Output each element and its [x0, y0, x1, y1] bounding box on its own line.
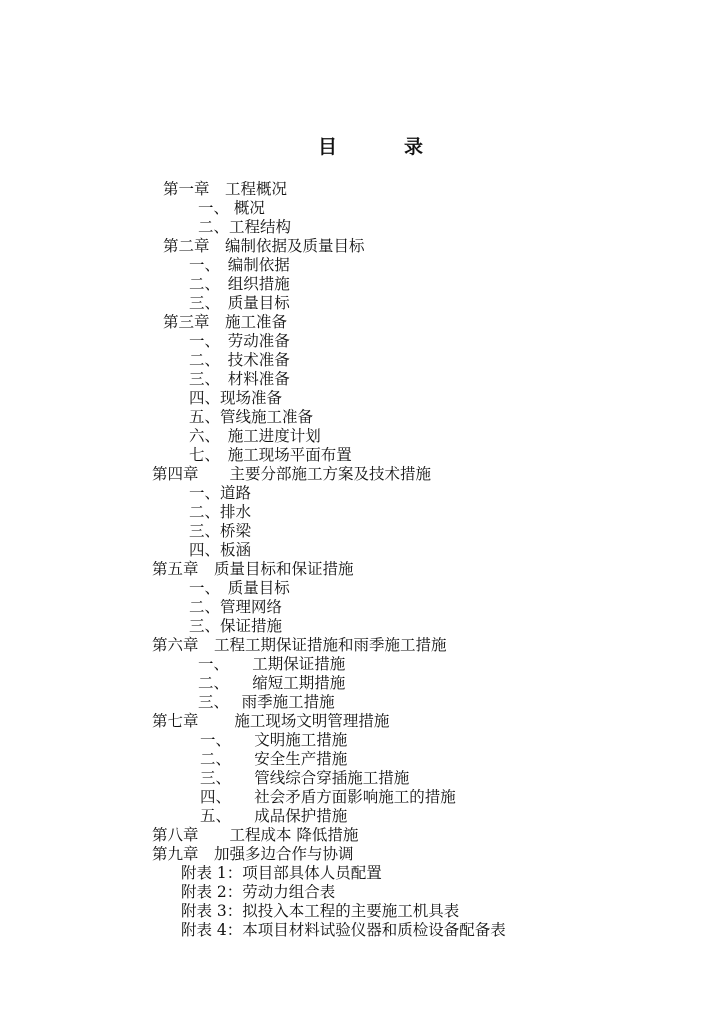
toc-appendix: 附表 2：劳动力组合表 [181, 883, 336, 901]
toc-section: 四、 社会矛盾方面影响施工的措施 [200, 788, 456, 806]
toc-appendix: 附表 1：项目部具体人员配置 [181, 864, 382, 882]
toc-chapter-9: 第九章 加强多边合作与协调 [152, 845, 354, 863]
toc-section: 二、工程结构 [198, 218, 292, 236]
toc-section: 二、排水 [189, 503, 252, 521]
toc-section: 三、 质量目标 [189, 294, 290, 312]
toc-section: 一、 质量目标 [189, 579, 290, 597]
toc-section: 一、 文明施工措施 [200, 731, 348, 749]
toc-section: 四、现场准备 [189, 389, 283, 407]
toc-chapter-6: 第六章 工程工期保证措施和雨季施工措施 [152, 636, 447, 654]
toc-chapter-7: 第七章 施工现场文明管理措施 [152, 712, 390, 730]
toc-chapter-3: 第三章 施工准备 [163, 313, 288, 331]
toc-section: 三、 雨季施工措施 [198, 693, 335, 711]
toc-section: 二、 安全生产措施 [200, 750, 348, 768]
toc-title-char-1: 目 [318, 136, 338, 158]
toc-section: 三、桥梁 [189, 522, 252, 540]
toc-section: 一、 劳动准备 [189, 332, 290, 350]
toc-section: 四、板涵 [189, 541, 252, 559]
toc-chapter-4: 第四章 主要分部施工方案及技术措施 [152, 465, 432, 483]
toc-section: 五、 成品保护措施 [200, 807, 348, 825]
toc-section: 六、 施工进度计划 [189, 427, 321, 445]
toc-section: 三、 管线综合穿插施工措施 [200, 769, 410, 787]
toc-section: 七、 施工现场平面布置 [189, 446, 352, 464]
toc-chapter-8: 第八章 工程成本 降低措施 [152, 826, 359, 844]
toc-section: 三、 材料准备 [189, 370, 290, 388]
toc-title-char-2: 录 [404, 136, 424, 158]
toc-section: 一、 概况 [198, 199, 265, 217]
toc-section: 二、 缩短工期措施 [198, 674, 346, 692]
toc-section: 一、 编制依据 [189, 256, 290, 274]
toc-section: 一、道路 [189, 484, 252, 502]
toc-title [0, 132, 724, 156]
toc-section: 二、管理网络 [189, 598, 283, 616]
toc-section: 二、 组织措施 [189, 275, 290, 293]
toc-section: 五、管线施工准备 [189, 408, 314, 426]
toc-chapter-1: 第一章 工程概况 [163, 180, 288, 198]
toc-section: 三、保证措施 [189, 617, 283, 635]
toc-appendix: 附表 4：本项目材料试验仪器和质检设备配备表 [181, 921, 506, 939]
toc-section: 一、 工期保证措施 [198, 655, 346, 673]
toc-chapter-2: 第二章 编制依据及质量目标 [163, 237, 365, 255]
toc-appendix: 附表 3：拟投入本工程的主要施工机具表 [181, 902, 460, 920]
toc-section: 二、 技术准备 [189, 351, 290, 369]
toc-chapter-5: 第五章 质量目标和保证措施 [152, 560, 354, 578]
